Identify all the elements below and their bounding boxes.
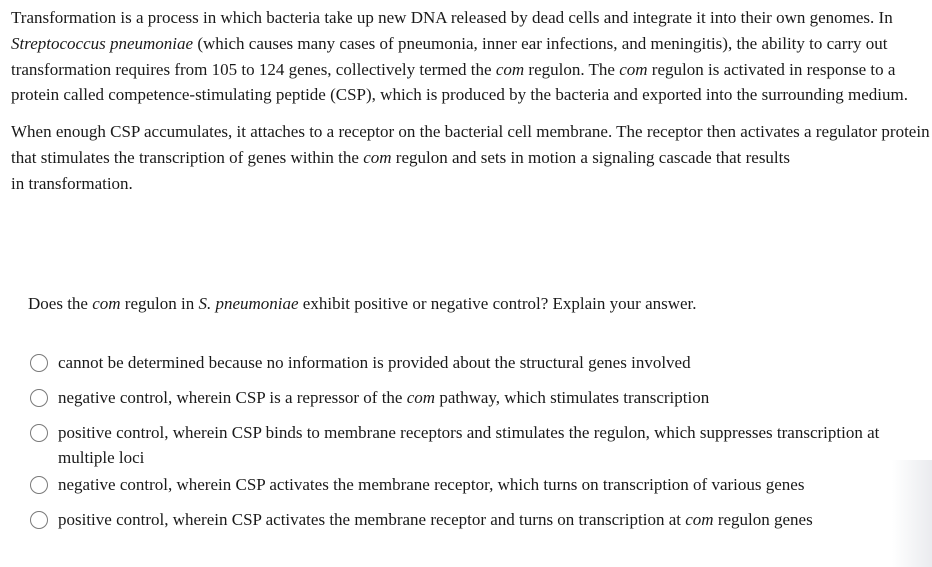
radio-button-icon[interactable] [30, 476, 48, 494]
italic-term: com [685, 510, 714, 529]
answer-option-5[interactable] [30, 507, 925, 532]
answer-option-2[interactable] [30, 385, 925, 410]
radio-button-icon[interactable] [30, 389, 48, 407]
italic-term: com [619, 59, 648, 79]
answer-option-1[interactable] [30, 350, 925, 375]
answer-option-label: negative control, wherein CSP is a repressor of the com pathway, which stimulates transcription [58, 388, 710, 407]
passage-paragraph-1: Transformation is a process in which bacteria take up new DNA released by dead cells and integrate it into their own genomes. In Streptococcus pneumoniae (which causes many cases of pneumonia, inner ear infections, and meningitis), the ability to carry out transformation requires from 105 to 124 genes, collectively termed the com regulon. The com regulon is activated in response to a protein called competence-stimulating peptide (CSP), which is produced by the bacteria and exported into the surrounding medium. [11, 8, 908, 105]
passage-paragraph-2: When enough CSP accumulates, it attaches to a receptor on the bacterial cell membrane. The receptor then activates a regulator protein that stimulates the transcription of genes within the com regulon and sets in motion a signaling cascade that results in transformation. [11, 122, 930, 193]
answer-options [30, 350, 925, 532]
answer-option-label: cannot be determined because no information is provided about the structural genes involved [58, 353, 691, 372]
answer-option-4[interactable] [30, 472, 925, 497]
italic-term: S. pneumoniae [198, 294, 299, 313]
page-edge-mark [0, 14, 5, 114]
italic-term: com [92, 294, 121, 313]
reading-passage [11, 5, 932, 197]
radio-button-icon[interactable] [30, 511, 48, 529]
answer-option-3[interactable] [30, 420, 925, 470]
italic-term: com [406, 388, 436, 407]
italic-term: com [495, 59, 525, 79]
italic-term: com [363, 147, 392, 167]
radio-button-icon[interactable] [30, 424, 48, 442]
radio-button-icon[interactable] [30, 354, 48, 372]
answer-option-label: negative control, wherein CSP activates the membrane receptor, which turns on transcription of various genes [58, 475, 805, 494]
answer-option-label: positive control, wherein CSP binds to membrane receptors and stimulates the regulon, which suppresses transcription at multiple loci [58, 423, 880, 467]
italic-term: Streptococcus pneumoniae [11, 33, 194, 53]
question-prompt: Does the com regulon in S. pneumoniae exhibit positive or negative control? Explain your answer. [28, 294, 697, 313]
answer-option-label: positive control, wherein CSP activates the membrane receptor and turns on transcription at com regulon genes [58, 510, 813, 529]
